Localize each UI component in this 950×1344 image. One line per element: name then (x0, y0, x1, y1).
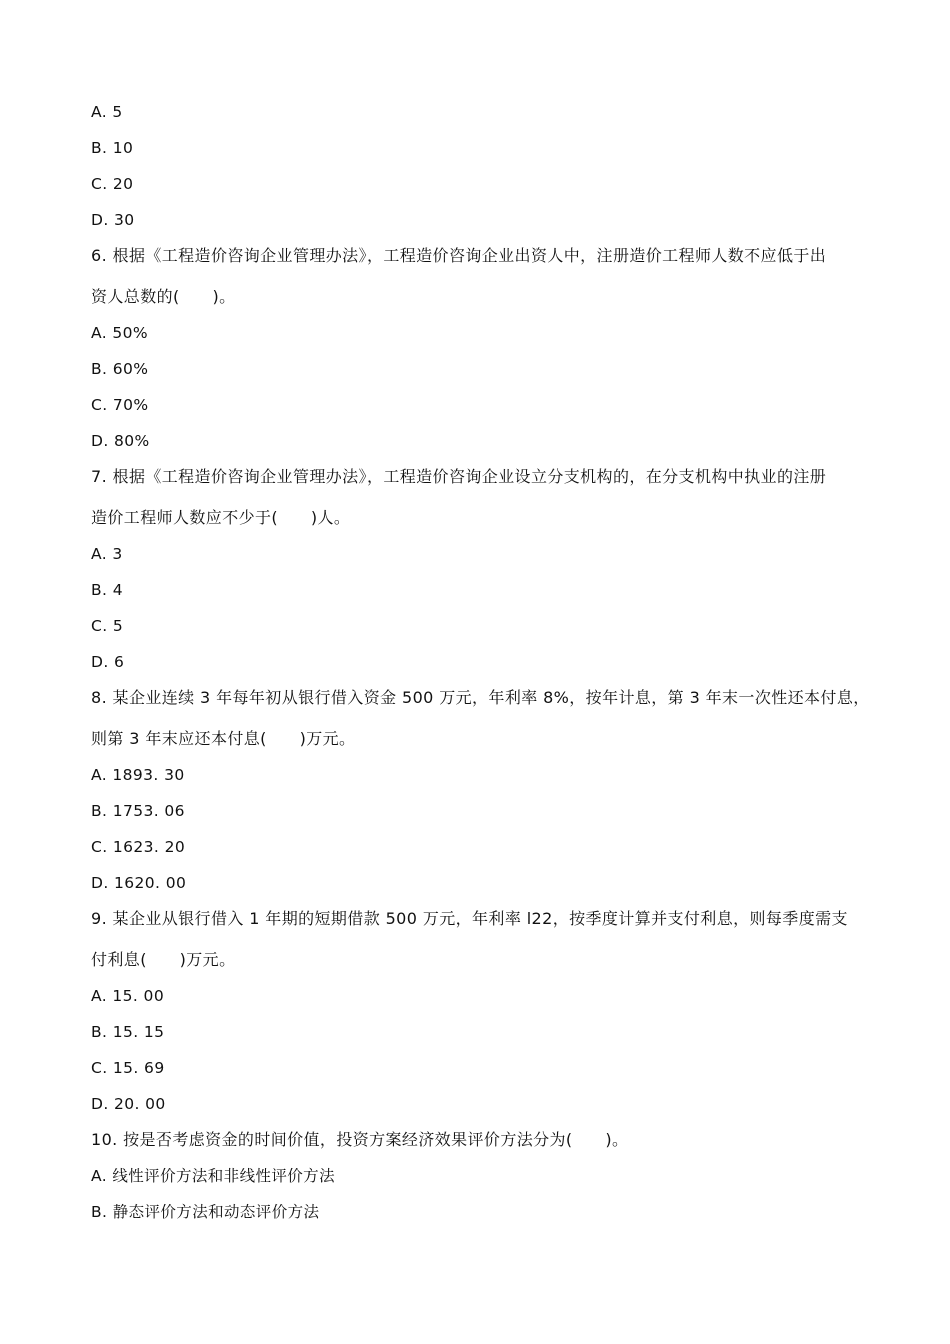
option-6a: A. 50% (91, 324, 149, 342)
option-7b: B. 4 (91, 581, 123, 599)
question-6-line-2: 资人总数的( )。 (91, 287, 236, 306)
option-10a: A. 线性评价方法和非线性评价方法 (91, 1167, 335, 1185)
option-5d: D. 30 (91, 211, 135, 229)
option-8d: D. 1620. 00 (91, 874, 187, 892)
question-7-line-1: 7. 根据《工程造价咨询企业管理办法》，工程造价咨询企业设立分支机构的，在分支机构中执业的注册 (91, 467, 827, 486)
option-8b: B. 1753. 06 (91, 802, 185, 820)
option-9b: B. 15. 15 (91, 1023, 165, 1041)
option-7a: A. 3 (91, 545, 123, 563)
question-9-line-2: 付利息( )万元。 (91, 950, 236, 969)
question-8-line-2: 则第 3 年末应还本付息( )万元。 (91, 729, 356, 748)
option-7c: C. 5 (91, 617, 124, 635)
option-7d: D. 6 (91, 653, 125, 671)
question-6-line-1: 6. 根据《工程造价咨询企业管理办法》，工程造价咨询企业出资人中，注册造价工程师人数不应低于出 (91, 246, 827, 265)
question-8-line-1: 8. 某企业连续 3 年每年初从银行借入资金 500 万元，年利率 8%，按年计息，第 3 年末一次性还本付息， (91, 688, 870, 707)
option-8c: C. 1623. 20 (91, 838, 186, 856)
option-6b: B. 60% (91, 360, 149, 378)
option-9c: C. 15. 69 (91, 1059, 165, 1077)
option-5b: B. 10 (91, 139, 134, 157)
question-7-line-2: 造价工程师人数应不少于( )人。 (91, 508, 351, 527)
option-8a: A. 1893. 30 (91, 766, 185, 784)
option-10b: B. 静态评价方法和动态评价方法 (91, 1203, 320, 1221)
option-5c: C. 20 (91, 175, 134, 193)
question-10-line-1: 10. 按是否考虑资金的时间价值，投资方案经济效果评价方法分为( )。 (91, 1130, 629, 1149)
option-9a: A. 15. 00 (91, 987, 165, 1005)
option-6d: D. 80% (91, 432, 150, 450)
question-9-line-1: 9. 某企业从银行借入 1 年期的短期借款 500 万元，年利率 l22，按季度计算并支付利息，则每季度需支 (91, 909, 848, 928)
option-6c: C. 70% (91, 396, 149, 414)
option-9d: D. 20. 00 (91, 1095, 166, 1113)
option-5a: A. 5 (91, 103, 123, 121)
